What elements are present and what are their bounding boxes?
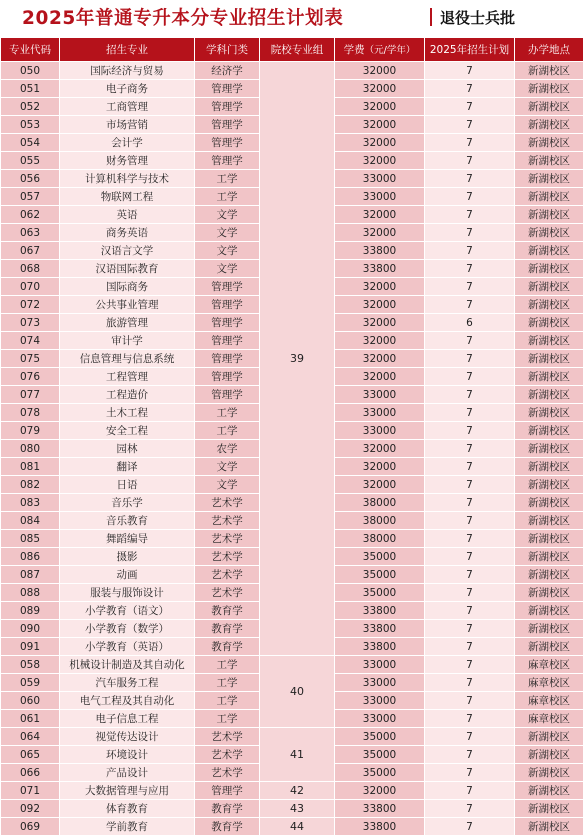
cell-fee: 32000 (335, 134, 425, 152)
cell-plan: 7 (425, 476, 515, 494)
cell-major: 产品设计 (60, 764, 195, 782)
cell-plan: 7 (425, 386, 515, 404)
cell-fee: 32000 (335, 368, 425, 386)
cell-major: 土木工程 (60, 404, 195, 422)
cell-major: 旅游管理 (60, 314, 195, 332)
table-header-row (1, 38, 583, 62)
cell-code: 068 (1, 260, 60, 278)
cell-plan: 7 (425, 710, 515, 728)
cell-category: 工学 (195, 170, 260, 188)
header-code: 专业代码 (1, 38, 60, 62)
cell-major: 体育教育 (60, 800, 195, 818)
cell-major: 电子商务 (60, 80, 195, 98)
cell-category: 管理学 (195, 314, 260, 332)
cell-major: 学前教育 (60, 818, 195, 836)
cell-major: 小学教育（数学） (60, 620, 195, 638)
cell-category: 艺术学 (195, 746, 260, 764)
cell-major: 工程管理 (60, 368, 195, 386)
cell-plan: 7 (425, 278, 515, 296)
cell-code: 088 (1, 584, 60, 602)
cell-category: 管理学 (195, 278, 260, 296)
cell-fee: 35000 (335, 566, 425, 584)
cell-category: 管理学 (195, 134, 260, 152)
cell-major: 环境设计 (60, 746, 195, 764)
cell-plan: 7 (425, 728, 515, 746)
cell-major: 大数据管理与应用 (60, 782, 195, 800)
cell-location: 新湖校区 (515, 152, 583, 170)
cell-code: 060 (1, 692, 60, 710)
cell-fee: 38000 (335, 494, 425, 512)
cell-plan: 7 (425, 512, 515, 530)
cell-group: 40 (260, 656, 335, 728)
cell-fee: 32000 (335, 476, 425, 494)
cell-fee: 32000 (335, 782, 425, 800)
cell-major: 汉语国际教育 (60, 260, 195, 278)
cell-category: 工学 (195, 710, 260, 728)
header-category: 学科门类 (195, 38, 260, 62)
cell-location: 新湖校区 (515, 476, 583, 494)
cell-plan: 7 (425, 692, 515, 710)
cell-category: 教育学 (195, 800, 260, 818)
cell-code: 089 (1, 602, 60, 620)
table-row (1, 800, 583, 818)
cell-plan: 7 (425, 800, 515, 818)
cell-location: 新湖校区 (515, 278, 583, 296)
cell-fee: 33000 (335, 386, 425, 404)
cell-plan: 7 (425, 530, 515, 548)
cell-plan: 7 (425, 746, 515, 764)
cell-category: 文学 (195, 260, 260, 278)
cell-category: 管理学 (195, 98, 260, 116)
cell-code: 086 (1, 548, 60, 566)
cell-major: 舞蹈编导 (60, 530, 195, 548)
cell-major: 视觉传达设计 (60, 728, 195, 746)
cell-fee: 32000 (335, 152, 425, 170)
cell-location: 新湖校区 (515, 188, 583, 206)
cell-plan: 7 (425, 458, 515, 476)
table-body (1, 62, 583, 836)
cell-major: 汉语言文学 (60, 242, 195, 260)
cell-code: 077 (1, 386, 60, 404)
cell-code: 074 (1, 332, 60, 350)
cell-major: 会计学 (60, 134, 195, 152)
header-fee-label: 学费 (343, 44, 365, 56)
cell-location: 新湖校区 (515, 206, 583, 224)
cell-plan: 7 (425, 548, 515, 566)
cell-category: 艺术学 (195, 494, 260, 512)
cell-fee: 32000 (335, 296, 425, 314)
cell-code: 073 (1, 314, 60, 332)
cell-code: 051 (1, 80, 60, 98)
cell-fee: 33000 (335, 170, 425, 188)
cell-plan: 7 (425, 584, 515, 602)
cell-code: 053 (1, 116, 60, 134)
cell-plan: 7 (425, 602, 515, 620)
cell-location: 新湖校区 (515, 620, 583, 638)
cell-category: 工学 (195, 422, 260, 440)
cell-major: 电气工程及其自动化 (60, 692, 195, 710)
cell-fee: 33000 (335, 674, 425, 692)
cell-code: 071 (1, 782, 60, 800)
cell-plan: 7 (425, 224, 515, 242)
cell-fee: 32000 (335, 332, 425, 350)
cell-plan: 6 (425, 314, 515, 332)
cell-code: 059 (1, 674, 60, 692)
cell-category: 经济学 (195, 62, 260, 80)
title-divider (430, 8, 432, 26)
cell-category: 管理学 (195, 350, 260, 368)
cell-category: 文学 (195, 206, 260, 224)
cell-location: 新湖校区 (515, 638, 583, 656)
cell-location: 新湖校区 (515, 368, 583, 386)
cell-fee: 33000 (335, 656, 425, 674)
cell-fee: 32000 (335, 458, 425, 476)
cell-location: 新湖校区 (515, 458, 583, 476)
cell-location: 新湖校区 (515, 386, 583, 404)
cell-major: 市场营销 (60, 116, 195, 134)
cell-plan: 7 (425, 440, 515, 458)
header-major: 招生专业 (60, 38, 195, 62)
cell-plan: 7 (425, 152, 515, 170)
cell-code: 085 (1, 530, 60, 548)
cell-fee: 32000 (335, 98, 425, 116)
cell-code: 078 (1, 404, 60, 422)
cell-code: 062 (1, 206, 60, 224)
cell-category: 管理学 (195, 116, 260, 134)
cell-category: 管理学 (195, 332, 260, 350)
table-row (1, 656, 583, 674)
cell-code: 081 (1, 458, 60, 476)
page-title: 2025年普通专升本分专业招生计划表 (22, 8, 344, 29)
cell-code: 083 (1, 494, 60, 512)
cell-major: 小学教育（语文） (60, 602, 195, 620)
cell-fee: 32000 (335, 80, 425, 98)
cell-plan: 7 (425, 260, 515, 278)
cell-fee: 32000 (335, 224, 425, 242)
cell-category: 艺术学 (195, 728, 260, 746)
cell-category: 教育学 (195, 638, 260, 656)
cell-category: 艺术学 (195, 566, 260, 584)
cell-location: 新湖校区 (515, 170, 583, 188)
cell-code: 054 (1, 134, 60, 152)
cell-major: 园林 (60, 440, 195, 458)
cell-location: 新湖校区 (515, 332, 583, 350)
cell-code: 087 (1, 566, 60, 584)
cell-location: 新湖校区 (515, 494, 583, 512)
cell-location: 新湖校区 (515, 296, 583, 314)
cell-fee: 33800 (335, 242, 425, 260)
cell-code: 058 (1, 656, 60, 674)
cell-category: 文学 (195, 242, 260, 260)
cell-major: 物联网工程 (60, 188, 195, 206)
cell-major: 商务英语 (60, 224, 195, 242)
cell-location: 新湖校区 (515, 350, 583, 368)
cell-fee: 33800 (335, 602, 425, 620)
cell-category: 教育学 (195, 620, 260, 638)
cell-category: 艺术学 (195, 530, 260, 548)
cell-plan: 7 (425, 170, 515, 188)
cell-fee: 33800 (335, 638, 425, 656)
cell-category: 农学 (195, 440, 260, 458)
cell-major: 英语 (60, 206, 195, 224)
cell-major: 工程造价 (60, 386, 195, 404)
cell-plan: 7 (425, 350, 515, 368)
cell-fee: 35000 (335, 548, 425, 566)
cell-fee: 33800 (335, 620, 425, 638)
table-row (1, 62, 583, 80)
cell-plan: 7 (425, 98, 515, 116)
cell-fee: 33800 (335, 818, 425, 836)
cell-location: 新湖校区 (515, 134, 583, 152)
cell-major: 安全工程 (60, 422, 195, 440)
cell-category: 艺术学 (195, 548, 260, 566)
cell-plan: 7 (425, 494, 515, 512)
cell-location: 新湖校区 (515, 404, 583, 422)
cell-fee: 32000 (335, 350, 425, 368)
cell-code: 070 (1, 278, 60, 296)
cell-group: 39 (260, 62, 335, 656)
cell-location: 麻章校区 (515, 656, 583, 674)
cell-location: 新湖校区 (515, 98, 583, 116)
cell-major: 动画 (60, 566, 195, 584)
cell-location: 麻章校区 (515, 674, 583, 692)
cell-location: 新湖校区 (515, 62, 583, 80)
cell-code: 069 (1, 818, 60, 836)
cell-plan: 7 (425, 80, 515, 98)
cell-group: 42 (260, 782, 335, 800)
cell-fee: 33000 (335, 422, 425, 440)
cell-fee: 33000 (335, 710, 425, 728)
cell-location: 新湖校区 (515, 782, 583, 800)
cell-group: 43 (260, 800, 335, 818)
cell-code: 066 (1, 764, 60, 782)
table-row (1, 782, 583, 800)
cell-category: 管理学 (195, 386, 260, 404)
page-header (0, 0, 583, 36)
cell-fee: 33000 (335, 404, 425, 422)
cell-code: 091 (1, 638, 60, 656)
cell-location: 新湖校区 (515, 224, 583, 242)
cell-fee: 35000 (335, 764, 425, 782)
cell-plan: 7 (425, 620, 515, 638)
cell-major: 日语 (60, 476, 195, 494)
cell-major: 音乐学 (60, 494, 195, 512)
cell-plan: 7 (425, 566, 515, 584)
cell-category: 文学 (195, 458, 260, 476)
cell-category: 工学 (195, 674, 260, 692)
cell-major: 服装与服饰设计 (60, 584, 195, 602)
cell-location: 新湖校区 (515, 584, 583, 602)
cell-fee: 35000 (335, 728, 425, 746)
cell-category: 工学 (195, 188, 260, 206)
cell-fee: 33800 (335, 800, 425, 818)
cell-location: 新湖校区 (515, 602, 583, 620)
cell-code: 055 (1, 152, 60, 170)
cell-plan: 7 (425, 368, 515, 386)
cell-code: 092 (1, 800, 60, 818)
cell-code: 057 (1, 188, 60, 206)
cell-major: 信息管理与信息系统 (60, 350, 195, 368)
header-plan: 2025年招生计划 (425, 38, 515, 62)
cell-location: 新湖校区 (515, 80, 583, 98)
cell-fee: 32000 (335, 278, 425, 296)
cell-major: 汽车服务工程 (60, 674, 195, 692)
cell-fee: 32000 (335, 62, 425, 80)
cell-code: 065 (1, 746, 60, 764)
cell-major: 小学教育（英语） (60, 638, 195, 656)
cell-location: 新湖校区 (515, 728, 583, 746)
cell-plan: 7 (425, 116, 515, 134)
cell-major: 国际经济与贸易 (60, 62, 195, 80)
cell-plan: 7 (425, 296, 515, 314)
page-subtitle: 退役士兵批 (440, 9, 516, 27)
cell-major: 审计学 (60, 332, 195, 350)
cell-code: 084 (1, 512, 60, 530)
cell-location: 新湖校区 (515, 530, 583, 548)
cell-plan: 7 (425, 206, 515, 224)
cell-fee: 38000 (335, 512, 425, 530)
cell-category: 教育学 (195, 818, 260, 836)
cell-plan: 7 (425, 242, 515, 260)
cell-major: 机械设计制造及其自动化 (60, 656, 195, 674)
cell-group: 41 (260, 728, 335, 782)
cell-location: 新湖校区 (515, 314, 583, 332)
cell-major: 电子信息工程 (60, 710, 195, 728)
cell-category: 文学 (195, 224, 260, 242)
cell-location: 新湖校区 (515, 260, 583, 278)
cell-plan: 7 (425, 134, 515, 152)
cell-plan: 7 (425, 422, 515, 440)
cell-location: 新湖校区 (515, 242, 583, 260)
cell-location: 新湖校区 (515, 440, 583, 458)
cell-plan: 7 (425, 674, 515, 692)
cell-fee: 38000 (335, 530, 425, 548)
cell-fee: 33800 (335, 260, 425, 278)
cell-plan: 7 (425, 656, 515, 674)
cell-category: 工学 (195, 656, 260, 674)
cell-fee: 35000 (335, 584, 425, 602)
cell-location: 新湖校区 (515, 764, 583, 782)
cell-code: 075 (1, 350, 60, 368)
cell-fee: 32000 (335, 440, 425, 458)
cell-code: 056 (1, 170, 60, 188)
cell-plan: 7 (425, 188, 515, 206)
cell-major: 财务管理 (60, 152, 195, 170)
table-row (1, 728, 583, 746)
cell-category: 艺术学 (195, 584, 260, 602)
cell-category: 管理学 (195, 296, 260, 314)
cell-fee: 32000 (335, 206, 425, 224)
cell-location: 新湖校区 (515, 800, 583, 818)
cell-code: 080 (1, 440, 60, 458)
cell-major: 工商管理 (60, 98, 195, 116)
cell-location: 新湖校区 (515, 566, 583, 584)
cell-code: 079 (1, 422, 60, 440)
cell-plan: 7 (425, 404, 515, 422)
cell-category: 工学 (195, 692, 260, 710)
cell-code: 063 (1, 224, 60, 242)
cell-category: 文学 (195, 476, 260, 494)
cell-major: 摄影 (60, 548, 195, 566)
cell-code: 064 (1, 728, 60, 746)
cell-code: 061 (1, 710, 60, 728)
cell-plan: 7 (425, 332, 515, 350)
cell-major: 翻译 (60, 458, 195, 476)
cell-location: 新湖校区 (515, 422, 583, 440)
cell-fee: 32000 (335, 116, 425, 134)
header-fee (335, 38, 425, 62)
cell-plan: 7 (425, 62, 515, 80)
cell-category: 艺术学 (195, 764, 260, 782)
cell-plan: 7 (425, 764, 515, 782)
header-group: 院校专业组 (260, 38, 335, 62)
cell-code: 090 (1, 620, 60, 638)
cell-code: 076 (1, 368, 60, 386)
cell-major: 计算机科学与技术 (60, 170, 195, 188)
cell-fee: 33000 (335, 692, 425, 710)
cell-group: 44 (260, 818, 335, 836)
cell-fee: 32000 (335, 314, 425, 332)
cell-fee: 33000 (335, 188, 425, 206)
cell-major: 音乐教育 (60, 512, 195, 530)
cell-code: 082 (1, 476, 60, 494)
cell-category: 管理学 (195, 152, 260, 170)
cell-category: 工学 (195, 404, 260, 422)
cell-code: 050 (1, 62, 60, 80)
cell-plan: 7 (425, 638, 515, 656)
cell-location: 麻章校区 (515, 692, 583, 710)
cell-location: 新湖校区 (515, 116, 583, 134)
cell-category: 教育学 (195, 602, 260, 620)
cell-plan: 7 (425, 782, 515, 800)
cell-category: 管理学 (195, 368, 260, 386)
cell-location: 新湖校区 (515, 746, 583, 764)
header-fee-unit: （元/学年） (364, 45, 416, 56)
cell-major: 国际商务 (60, 278, 195, 296)
table-row (1, 818, 583, 836)
cell-category: 艺术学 (195, 512, 260, 530)
cell-location: 麻章校区 (515, 710, 583, 728)
cell-code: 052 (1, 98, 60, 116)
cell-fee: 35000 (335, 746, 425, 764)
cell-location: 新湖校区 (515, 818, 583, 836)
enrollment-plan-table (0, 37, 583, 836)
header-location: 办学地点 (515, 38, 583, 62)
cell-code: 067 (1, 242, 60, 260)
cell-location: 新湖校区 (515, 548, 583, 566)
cell-category: 管理学 (195, 80, 260, 98)
cell-location: 新湖校区 (515, 512, 583, 530)
cell-major: 公共事业管理 (60, 296, 195, 314)
cell-category: 管理学 (195, 782, 260, 800)
cell-code: 072 (1, 296, 60, 314)
cell-plan: 7 (425, 818, 515, 836)
